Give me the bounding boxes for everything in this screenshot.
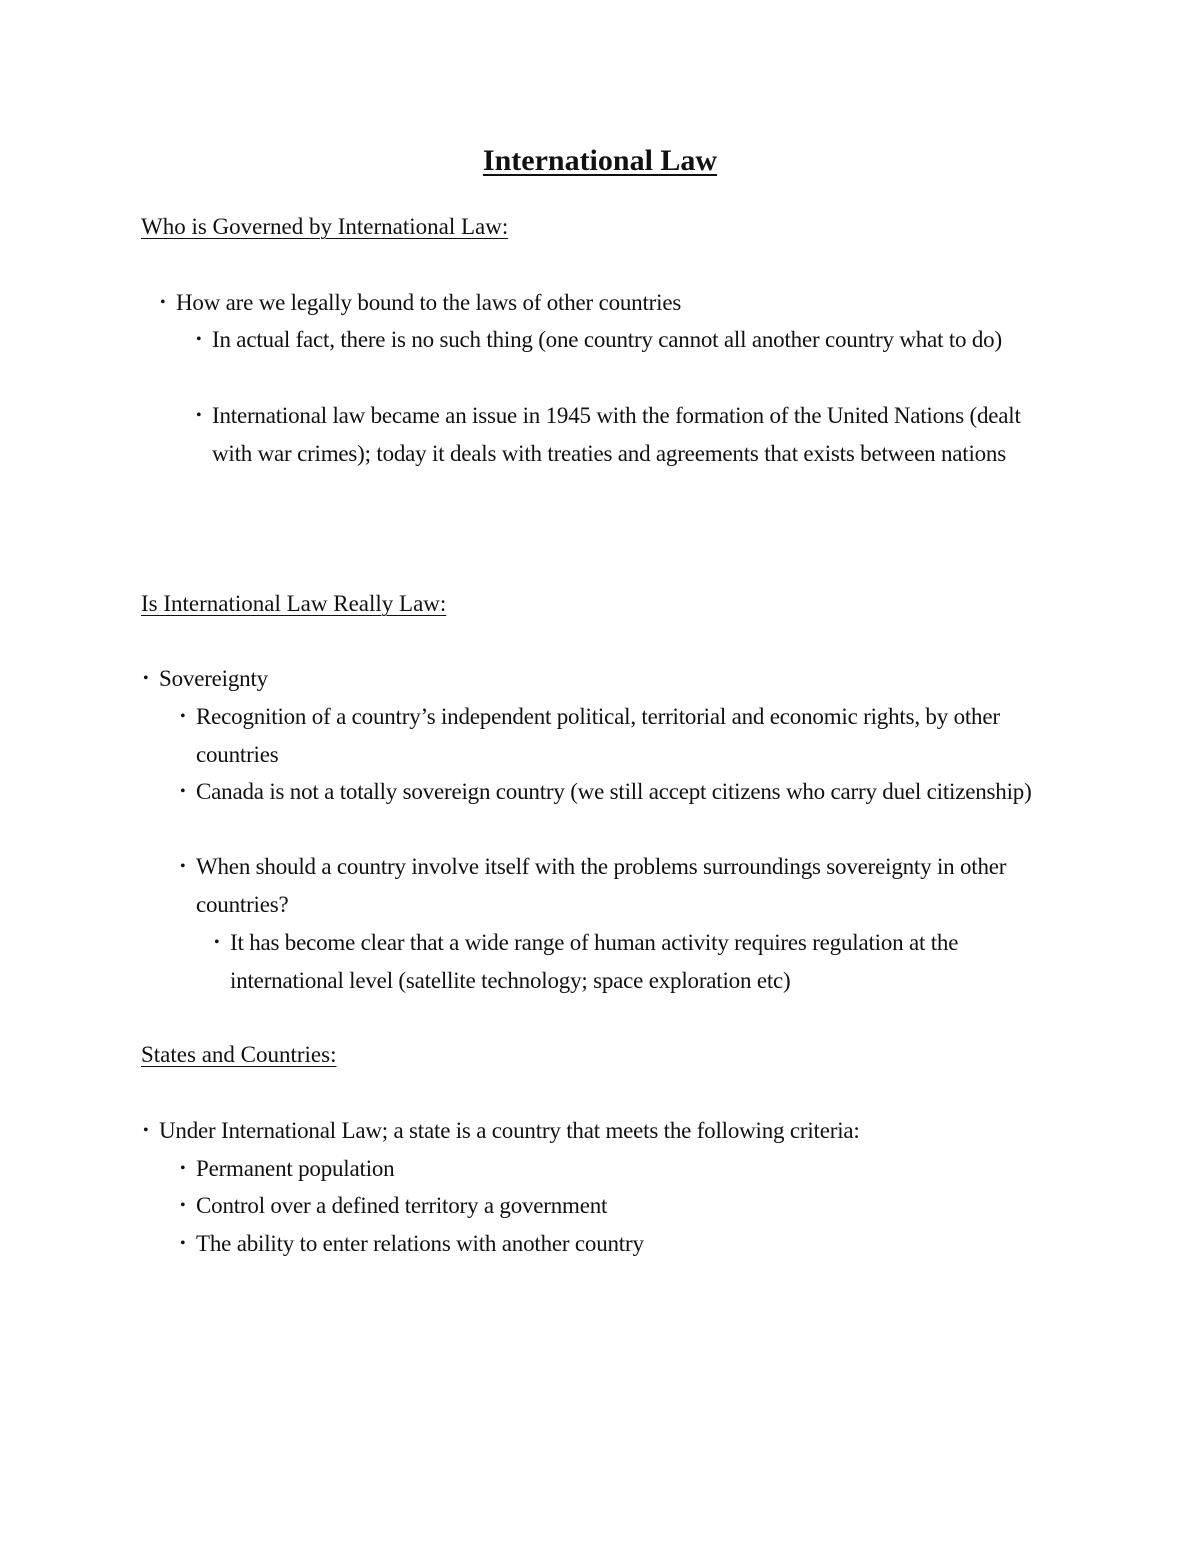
list-item-text: Canada is not a totally sovereign country (we still accept citizens who carry duel citizenship) (196, 779, 1032, 804)
list-item (180, 1187, 1061, 1225)
list-item-text: It has become clear that a wide range of human activity requires regulation at the international level (satellite technology; space exploration etc) (230, 930, 959, 993)
list-item-text: In actual fact, there is no such thing (one country cannot all another country what to do) (212, 327, 1002, 352)
list-item-text: When should a country involve itself with the problems surroundings sovereignty in other countries? (196, 854, 1007, 917)
list-item (214, 924, 1060, 999)
list-item (196, 397, 1062, 472)
list-item-text: Sovereignty (159, 666, 268, 691)
bullet-icon: • (196, 331, 202, 348)
list-item-text: International law became an issue in 1945 with the formation of the United Nations (dealt with war crimes); today it deals with treaties and agreements that exists between nations (212, 403, 1021, 466)
list-item (143, 1112, 1079, 1150)
bullet-icon: • (180, 1160, 186, 1177)
page-title-text: International Law (482, 144, 718, 177)
section-heading-states-countries: States and Countries: (141, 1042, 337, 1067)
page-title (0, 142, 1200, 180)
list-item (180, 1225, 1061, 1263)
bullet-icon: • (180, 1235, 186, 1252)
bullet-icon: • (214, 934, 220, 951)
bullet-icon: • (180, 858, 186, 875)
list-item (180, 848, 1061, 923)
list-item (180, 773, 1061, 811)
bullet-icon: • (143, 1122, 149, 1139)
section-heading-who-governed: Who is Governed by International Law: (141, 214, 509, 239)
bullet-icon: • (196, 407, 202, 424)
list-item-text: Permanent population (196, 1156, 395, 1181)
list-item-text: The ability to enter relations with another country (196, 1231, 644, 1256)
bullet-icon: • (180, 783, 186, 800)
bullet-icon: • (160, 294, 166, 311)
list-item (180, 698, 1061, 773)
list-item-text: How are we legally bound to the laws of other countries (176, 290, 682, 315)
bullet-icon: • (143, 670, 149, 687)
list-item (180, 1150, 1061, 1188)
list-item (143, 660, 1079, 698)
bullet-icon: • (180, 1197, 186, 1214)
list-item (196, 321, 1062, 359)
list-item-text: Under International Law; a state is a country that meets the following criteria: (159, 1118, 860, 1143)
list-item (160, 284, 1076, 322)
bullet-icon: • (180, 708, 186, 725)
section-heading-is-law: Is International Law Really Law: (141, 591, 447, 616)
list-item-text: Control over a defined territory a government (196, 1193, 608, 1218)
list-item-text: Recognition of a country’s independent political, territorial and economic rights, by other countries (196, 704, 1000, 767)
